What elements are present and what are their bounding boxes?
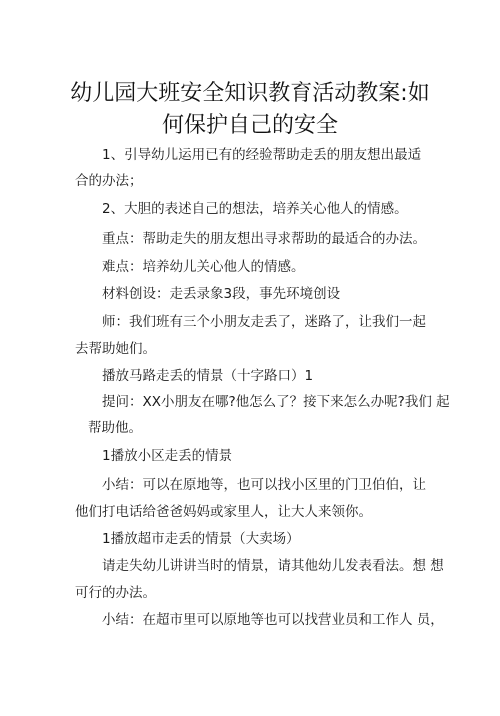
- text-line: 去帮助她们。: [75, 341, 156, 357]
- document-title: [0, 78, 500, 142]
- text-line: 合的办法；: [75, 173, 143, 189]
- text-line: 可行的办法。: [75, 585, 156, 601]
- text-line: 1播放小区走丢的情景: [102, 448, 233, 464]
- text-line: 播放马路走丢的情景（十字路口）1: [102, 368, 314, 384]
- text-line: 提问：XX小朋友在哪?他怎么了？接下来怎么办呢?我们 起: [102, 394, 450, 410]
- text-line: 师：我们班有三个小朋友走丢了，迷路了，让我们一起: [102, 314, 426, 330]
- text-line: 1、引导幼儿运用已有的经验帮助走丢的朋友想出最适: [102, 147, 422, 163]
- text-line: 1播放超市走丢的情景（大卖场）: [102, 531, 300, 547]
- title-line-1: 幼儿园大班安全知识教育活动教案:如: [70, 81, 430, 106]
- title-line-2: 何保护自己的安全: [161, 113, 338, 138]
- text-line: 小结：可以在原地等，也可以找小区里的门卫伯伯，让: [102, 477, 426, 493]
- text-line: 帮助他。: [88, 420, 142, 436]
- text-line: 重点：帮助走失的朋友想出寻求帮助的最适合的办法。: [102, 231, 426, 247]
- text-line: 2、大胆的表述自己的想法，培养关心他人的情感。: [102, 201, 408, 217]
- text-line: 请走失幼儿讲讲当时的情景，请其他幼儿发表看法。想 想: [102, 558, 444, 574]
- text-line: 难点：培养幼儿关心他人的情感。: [102, 259, 305, 275]
- text-line: 他们打电话给爸爸妈妈或家里人，让大人来领你。: [75, 504, 372, 520]
- text-line: 材料创设：走丢录象3段，事先环境创设: [102, 286, 341, 302]
- text-line: 小结：在超市里可以原地等也可以找营业员和工作人 员，: [102, 612, 444, 628]
